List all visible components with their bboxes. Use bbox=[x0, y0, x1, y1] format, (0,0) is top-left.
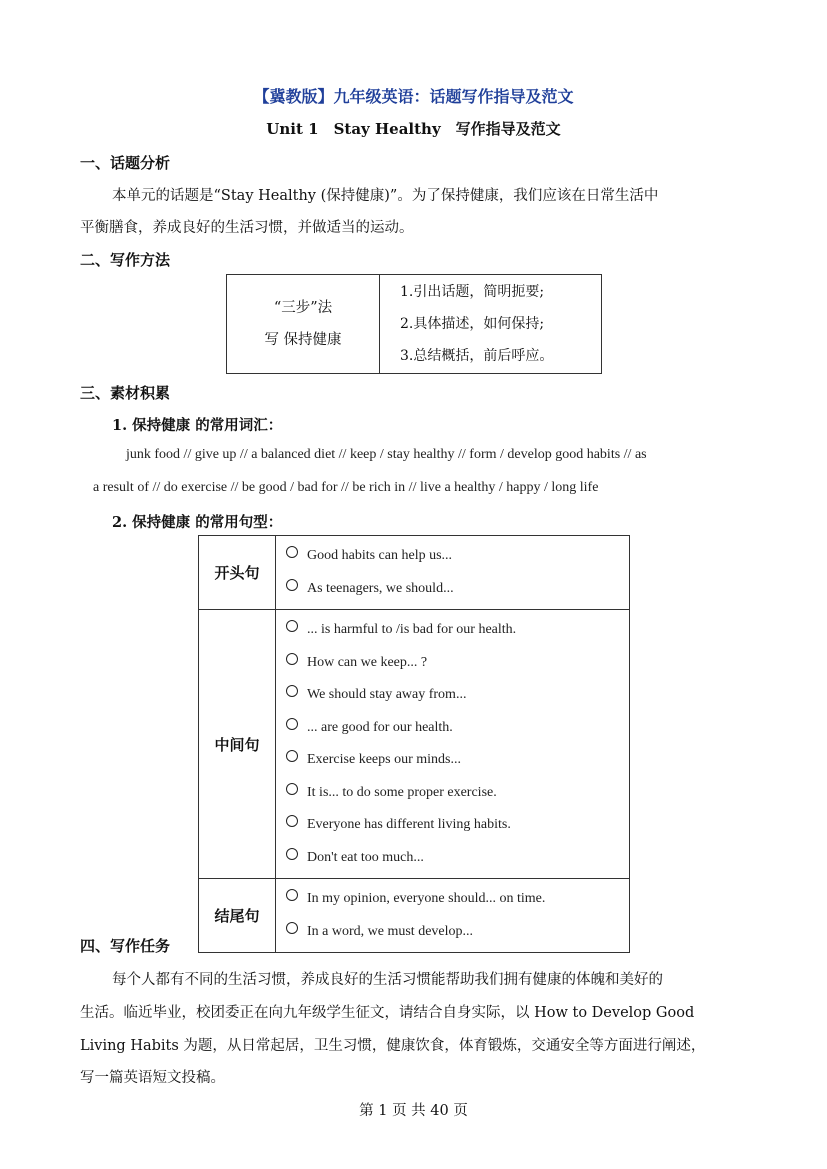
list-item: As teenagers, we should... bbox=[286, 573, 629, 606]
section-heading-writing-task: 四、写作任务 bbox=[80, 937, 171, 955]
circle-bullet-icon bbox=[286, 685, 298, 697]
vocab-subheading: 1. 保持健康 的常用词汇： bbox=[112, 417, 283, 434]
writing-task-line-1: 每个人都有不同的生活习惯，养成良好的生活习惯能帮助我们拥有健康的体魄和美好的 bbox=[112, 972, 663, 988]
list-item: It is... to do some proper exercise. bbox=[286, 777, 629, 810]
writing-task-line-2: 生活。临近毕业，校团委正在向九年级学生征文，请结合自身实际，以 How to Develop Good bbox=[80, 1005, 695, 1021]
method-step: 2.具体描述，如何保持; bbox=[400, 316, 545, 332]
method-topic-line: 写 保持健康 bbox=[264, 332, 342, 348]
method-step: 3.总结概括，前后呼应。 bbox=[400, 348, 554, 364]
writing-task-line-3: Living Habits 为题，从日常起居，卫生习惯，健康饮食，体育锻炼，交通安全等方面进行阐述， bbox=[80, 1038, 706, 1054]
list-item: In a word, we must develop... bbox=[286, 916, 629, 949]
circle-bullet-icon bbox=[286, 783, 298, 795]
category-middle: 中间句 bbox=[199, 610, 276, 879]
closing-items bbox=[276, 879, 630, 953]
sentence-subheading: 2. 保持健康 的常用句型： bbox=[112, 514, 283, 531]
circle-bullet-icon bbox=[286, 653, 298, 665]
document-title: 【冀教版】九年级英语：话题写作指导及范文 bbox=[253, 87, 574, 106]
circle-bullet-icon bbox=[286, 620, 298, 632]
method-name-line: “三步”法 bbox=[273, 300, 333, 316]
vocab-line-1: junk food // give up // a balanced diet // keep / stay healthy // form / develop good habits // as bbox=[126, 447, 647, 462]
sentence-patterns-table bbox=[198, 535, 630, 953]
section-heading-topic-analysis: 一、话题分析 bbox=[80, 154, 171, 172]
list-item: We should stay away from... bbox=[286, 679, 629, 712]
vocab-line-2: a result of // do exercise // be good / bad for // be rich in // live a healthy / happy / long life bbox=[93, 480, 599, 495]
list-item: In my opinion, everyone should... on time. bbox=[286, 883, 629, 916]
circle-bullet-icon bbox=[286, 718, 298, 730]
writing-method-table bbox=[226, 274, 602, 374]
category-opening: 开头句 bbox=[199, 536, 276, 610]
opening-items bbox=[276, 536, 630, 610]
circle-bullet-icon bbox=[286, 815, 298, 827]
circle-bullet-icon bbox=[286, 922, 298, 934]
section-heading-materials: 三、素材积累 bbox=[80, 384, 171, 402]
list-item: ... are good for our health. bbox=[286, 712, 629, 745]
method-step: 1.引出话题，简明扼要; bbox=[400, 284, 545, 300]
circle-bullet-icon bbox=[286, 546, 298, 558]
writing-task-line-4: 写一篇英语短文投稿。 bbox=[80, 1070, 225, 1086]
method-name-cell bbox=[227, 275, 380, 374]
circle-bullet-icon bbox=[286, 889, 298, 901]
page-number: 第 1 页 共 40 页 bbox=[359, 1103, 468, 1119]
circle-bullet-icon bbox=[286, 579, 298, 591]
topic-analysis-line-1: 本单元的话题是“Stay Healthy (保持健康)”。为了保持健康，我们应该在日常生活中 bbox=[112, 188, 659, 204]
section-heading-writing-method: 二、写作方法 bbox=[80, 251, 171, 269]
circle-bullet-icon bbox=[286, 750, 298, 762]
topic-analysis-line-2: 平衡膳食，养成良好的生活习惯，并做适当的运动。 bbox=[80, 220, 414, 236]
circle-bullet-icon bbox=[286, 848, 298, 860]
middle-items bbox=[276, 610, 630, 879]
list-item: Don't eat too much... bbox=[286, 842, 629, 875]
list-item: ... is harmful to /is bad for our health. bbox=[286, 614, 629, 647]
category-closing: 结尾句 bbox=[199, 879, 276, 953]
list-item: Good habits can help us... bbox=[286, 540, 629, 573]
list-item: Exercise keeps our minds... bbox=[286, 744, 629, 777]
list-item: How can we keep... ? bbox=[286, 647, 629, 680]
list-item: Everyone has different living habits. bbox=[286, 809, 629, 842]
method-steps-cell bbox=[380, 275, 602, 374]
document-subtitle: Unit 1 Stay Healthy 写作指导及范文 bbox=[266, 120, 561, 138]
